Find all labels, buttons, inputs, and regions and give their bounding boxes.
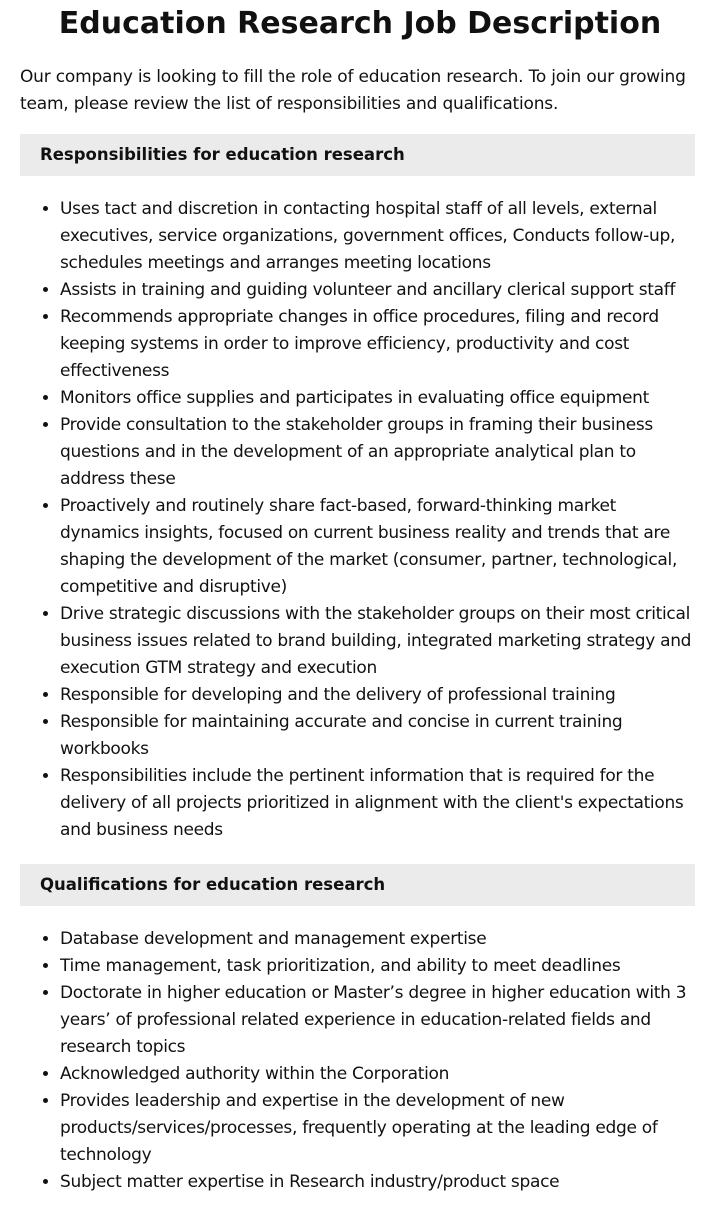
list-item: • Proactively and routinely share fact-based, forward-thinking market dynamics insights, focused on current business reality and trends that are shaping the development of the market (consumer, partner, technological, competitive and disruptive) xyxy=(60,493,700,601)
intro-text: Our company is looking to fill the role of education research. To join our growing team, please review the list of responsibilities and qualifications. xyxy=(20,67,686,114)
list-item: • Provide consultation to the stakeholder groups in framing their business questions and in the development of an appropriate analytical plan to address these xyxy=(60,412,700,493)
list-item: • Database development and management expertise xyxy=(60,926,700,953)
list-item: • Recommends appropriate changes in office procedures, filing and record keeping systems in order to improve efficiency, productivity and cost effectiveness xyxy=(60,304,700,385)
list-item: • Responsible for developing and the delivery of professional training xyxy=(60,682,700,709)
page-title: Education Research Job Description xyxy=(58,6,662,41)
list-item: • Provides leadership and expertise in the development of new products/services/processes, frequently operating at the leading edge of technology xyxy=(60,1088,700,1169)
list-item: • Doctorate in higher education or Master’s degree in higher education with 3 years’ of professional related experience in education-related fields and research topics xyxy=(60,980,700,1061)
list-item: • Drive strategic discussions with the stakeholder groups on their most critical business issues related to brand building, integrated marketing strategy and execution GTM strategy and execution xyxy=(60,601,700,682)
list-item: • Responsibilities include the pertinent information that is required for the delivery of all projects prioritized in alignment with the client's expectations and business needs xyxy=(60,763,700,844)
responsibilities-heading: Responsibilities for education research xyxy=(20,134,695,176)
list-item: • Acknowledged authority within the Corporation xyxy=(60,1061,700,1088)
list-item: • Time management, task prioritization, and ability to meet deadlines xyxy=(60,953,700,980)
qualifications-heading: Qualifications for education research xyxy=(20,864,695,906)
list-item: • Subject matter expertise in Research industry/product space xyxy=(60,1169,700,1196)
list-item: • Assists in training and guiding volunteer and ancillary clerical support staff xyxy=(60,277,700,304)
responsibilities-list xyxy=(20,196,700,844)
list-item: • Monitors office supplies and participates in evaluating office equipment xyxy=(60,385,700,412)
qualifications-list xyxy=(20,926,700,1196)
list-item: • Responsible for maintaining accurate and concise in current training workbooks xyxy=(60,709,700,763)
list-item: • Uses tact and discretion in contacting hospital staff of all levels, external executives, service organizations, government offices, Conducts follow-up, schedules meetings and arranges meeting locations xyxy=(60,196,700,277)
